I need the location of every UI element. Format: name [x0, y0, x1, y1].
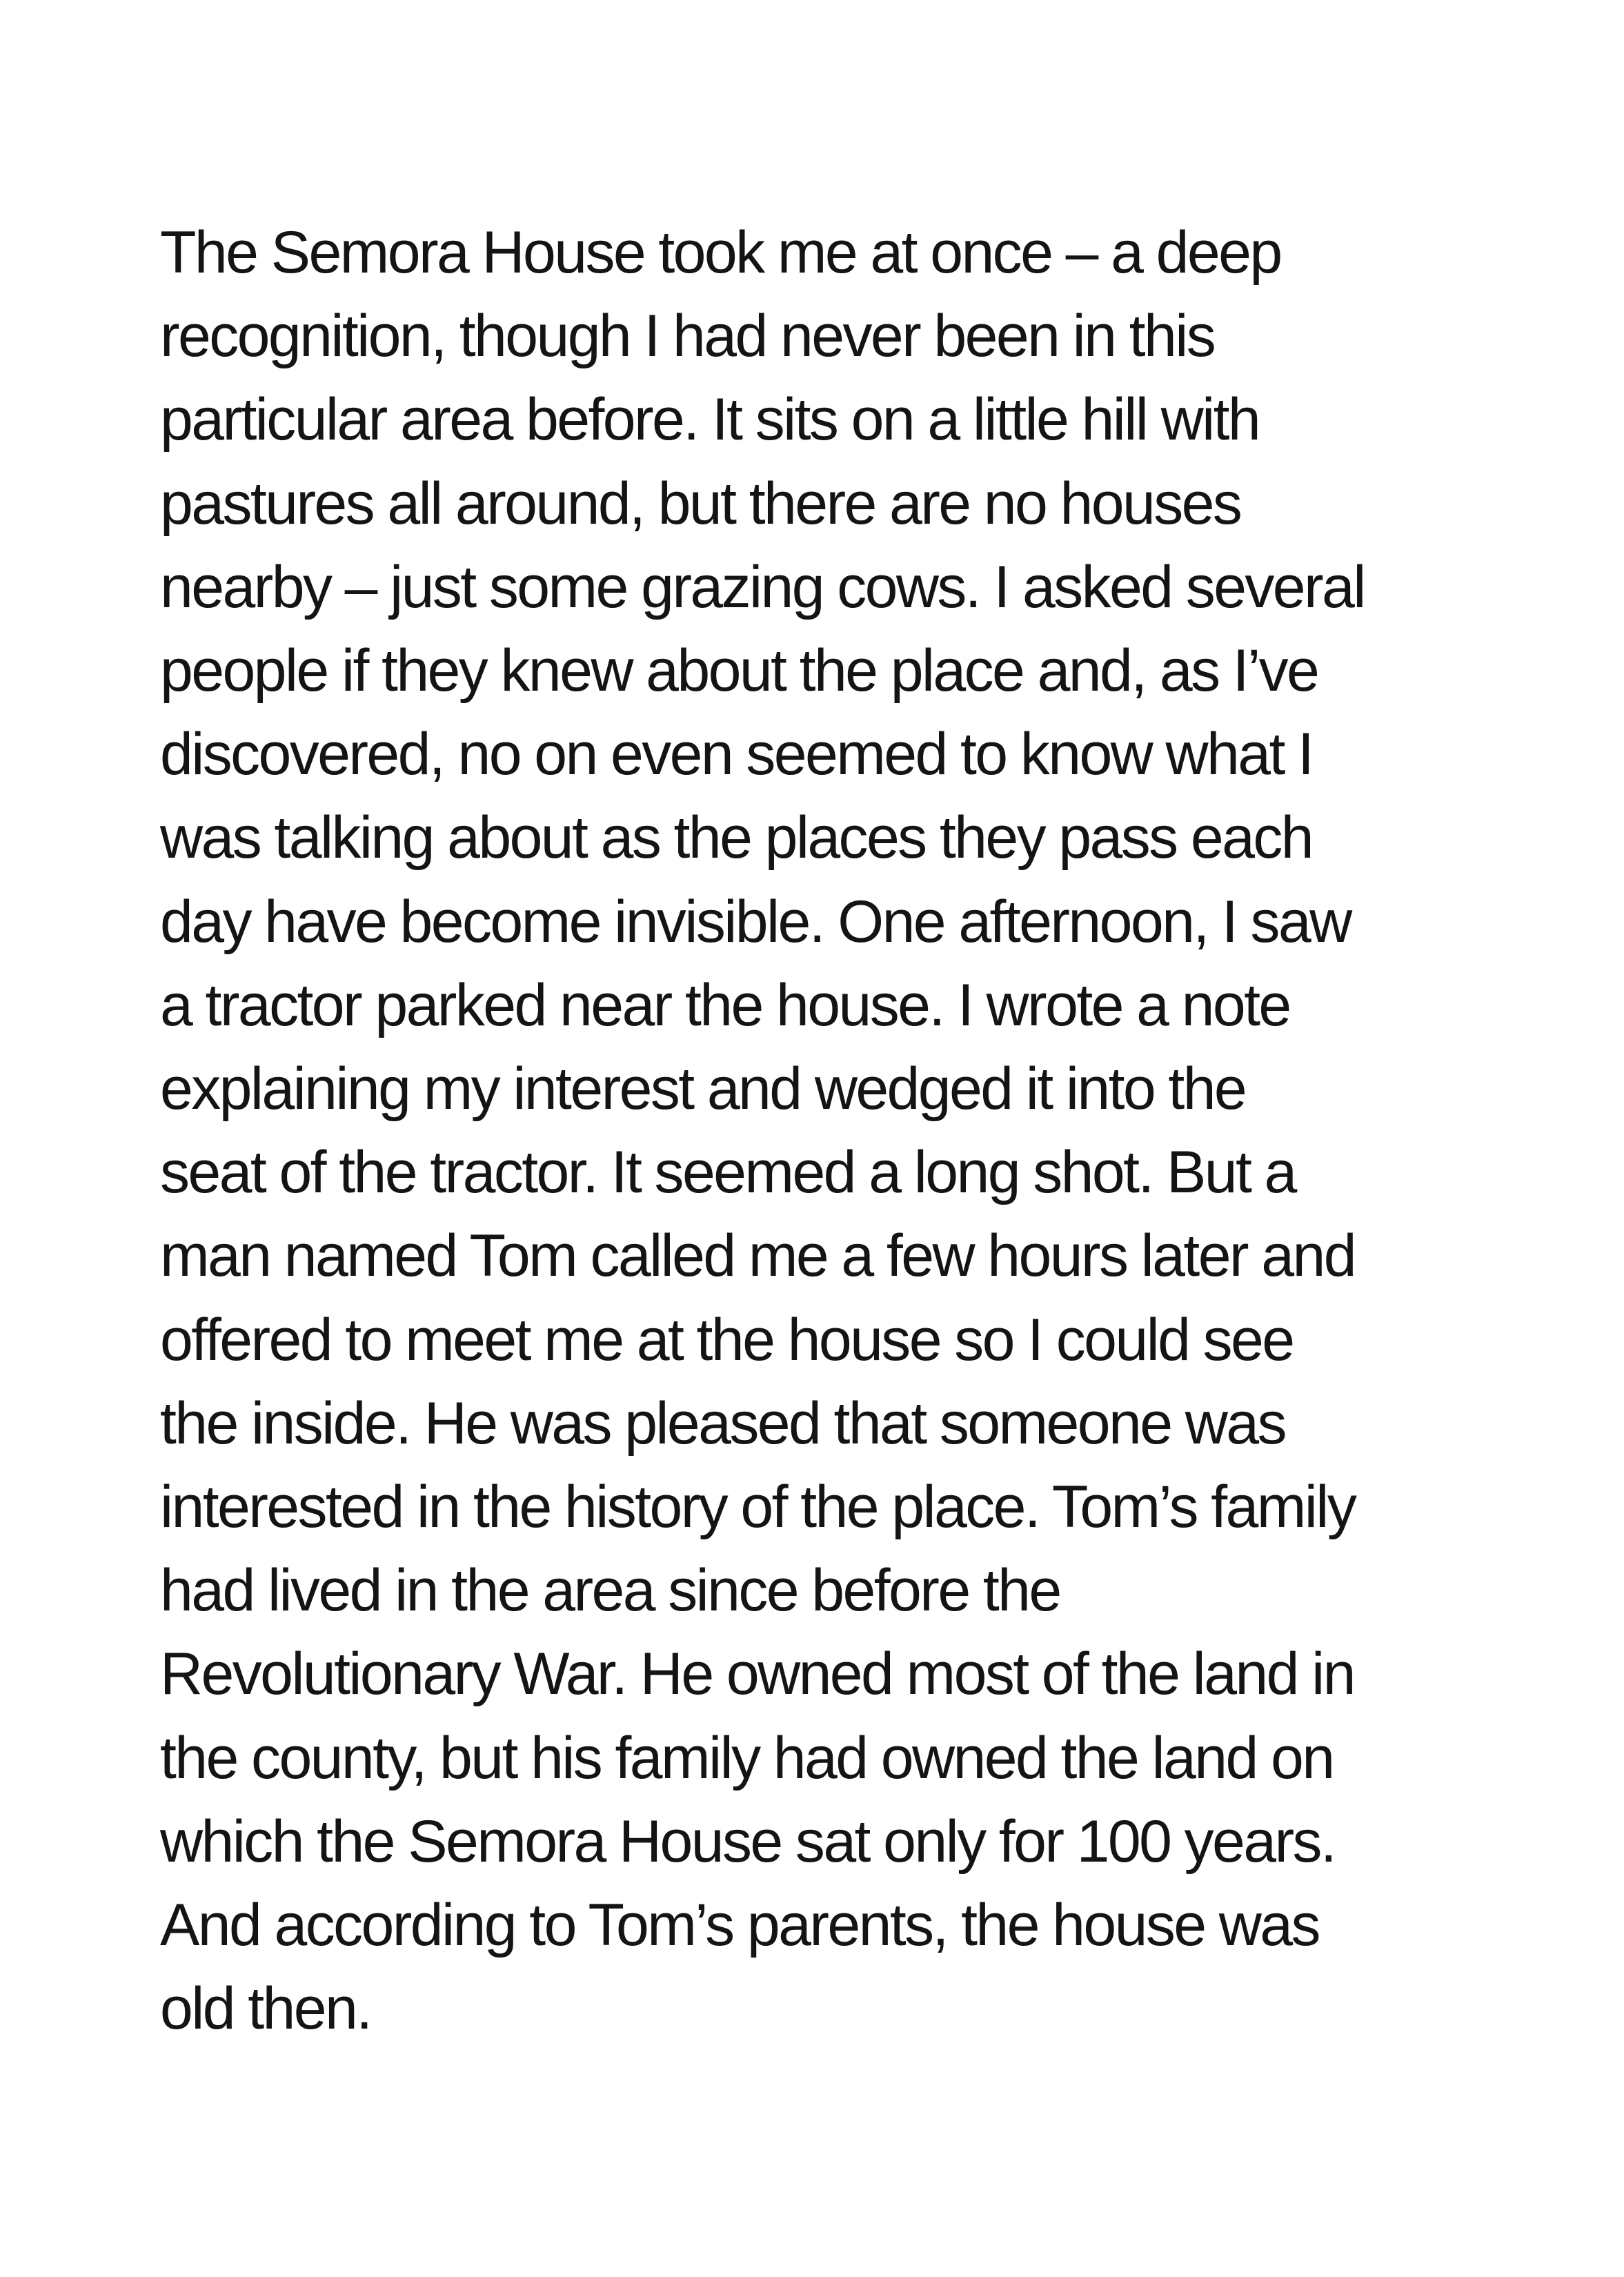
paragraph-line: explaining my interest and wedged it into the: [160, 1056, 1246, 1123]
paragraph-line: And according to Tom’s parents, the house was: [160, 1892, 1319, 1959]
paragraph-line: had lived in the area since before the: [160, 1557, 1060, 1624]
paragraph-line: interested in the history of the place. Tom’s family: [160, 1474, 1356, 1541]
paragraph-line: The Semora House took me at once – a deep: [160, 219, 1281, 286]
paragraph-line: pastures all around, but there are no houses: [160, 470, 1241, 537]
paragraph-line: Revolutionary War. He owned most of the land in: [160, 1641, 1354, 1708]
paragraph-line: was talking about as the places they pass each: [160, 805, 1312, 871]
paragraph-line: the inside. He was pleased that someone was: [160, 1390, 1285, 1457]
paragraph-line: seat of the tractor. It seemed a long shot. But a: [160, 1139, 1296, 1206]
paragraph-line: which the Semora House sat only for 100 years.: [160, 1808, 1336, 1875]
paragraph-line: a tractor parked near the house. I wrote a note: [160, 972, 1290, 1038]
paragraph-line: day have become invisible. One afternoon, I saw: [160, 888, 1351, 955]
paragraph-line: the county, but his family had owned the land on: [160, 1724, 1334, 1791]
paragraph-line: old then.: [160, 1975, 371, 2042]
paragraph-line: people if they knew about the place and, as I’ve: [160, 638, 1318, 704]
body-paragraph: [160, 211, 1540, 2051]
paragraph-line: nearby – just some grazing cows. I asked several: [160, 553, 1365, 620]
paragraph-line: man named Tom called me a few hours later and: [160, 1223, 1355, 1290]
paragraph-line: particular area before. It sits on a little hill with: [160, 386, 1260, 453]
paragraph-line: recognition, though I had never been in this: [160, 303, 1215, 370]
paragraph-line: offered to meet me at the house so I could see: [160, 1306, 1294, 1373]
paragraph-line: discovered, no on even seemed to know what I: [160, 721, 1313, 788]
